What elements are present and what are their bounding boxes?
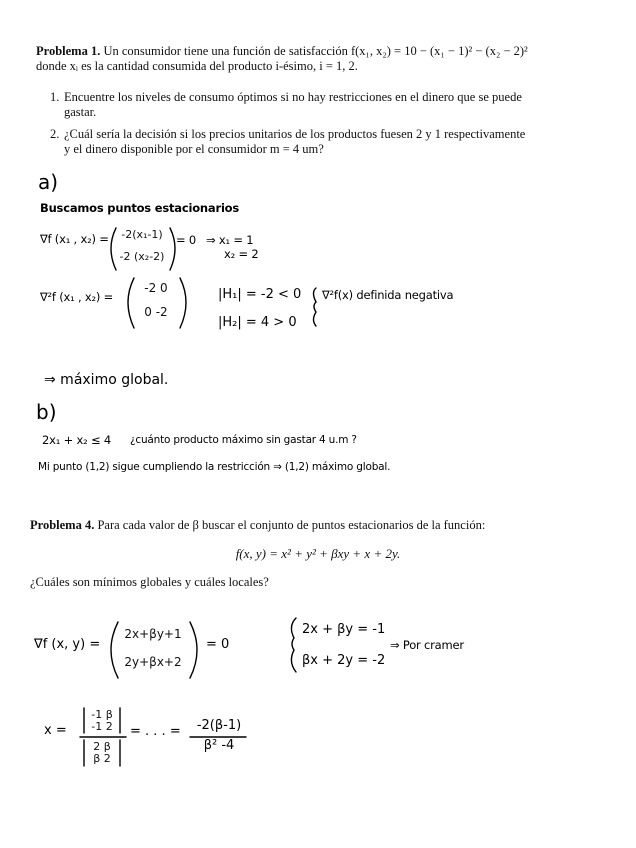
- budget-constraint: 2x₁ + x₂ ≤ 4: [42, 433, 111, 447]
- cramer-result-denominator: β² -4: [203, 738, 235, 753]
- gradient-vector-row-1: -2(x₁-1): [121, 228, 163, 241]
- problem-1-text-line1: Un consumidor tiene una función de satisfacción f(x₁, x₂) = 10 − (x₁ − 1)² − (x₂ − 2)²: [103, 44, 528, 58]
- system-row-1: 2x + βy = -1: [302, 622, 386, 637]
- cramer-denominator-row-2: β 2: [93, 752, 111, 765]
- system-note: ⇒ Por cramer: [390, 638, 464, 652]
- gradient-2-right-paren: [190, 622, 197, 678]
- gradient-2-row-1: 2x+βy+1: [124, 627, 182, 641]
- gradient-right-paren: [170, 228, 175, 270]
- list-item-number: 1.: [50, 90, 60, 104]
- part-a-label: a): [38, 170, 59, 194]
- hessian-lhs: ∇²f (x₁ , x₂) =: [40, 290, 114, 304]
- cramer-denominator-row-1: 2 β: [93, 740, 111, 753]
- problem-4-text: Para cada valor de β buscar el conjunto de puntos estacionarios de la función:: [97, 518, 486, 532]
- system-brace: [291, 618, 296, 672]
- gradient-equals-zero: = 0: [176, 233, 197, 247]
- cramer-numerator-row-1: -1 β: [91, 708, 113, 721]
- cramer-result-numerator: -2(β-1): [196, 718, 242, 733]
- gradient-2-equals-zero: = 0: [206, 637, 230, 652]
- minor-h1: |H₁| = -2 < 0: [218, 287, 302, 302]
- final-conclusion: Mi punto (1,2) sigue cumpliendo la restricción ⇒ (1,2) máximo global.: [38, 461, 391, 473]
- cramer-x-lhs: x =: [44, 723, 67, 738]
- problem-4-label: Problema 4.: [30, 518, 95, 532]
- gradient-vector-row-2: -2 (x₂-2): [119, 250, 165, 263]
- hessian-conclusion: ∇²f(x) definida negativa: [322, 288, 454, 302]
- hessian-right-paren: [180, 278, 186, 328]
- global-max-conclusion: ⇒ máximo global.: [44, 372, 169, 388]
- problem-4-equation: f(x, y) = x² + y² + βxy + x + 2y.: [235, 546, 401, 561]
- list-item-line: y el dinero disponible por el consumidor m = 4 um?: [64, 141, 324, 156]
- gradient-2-left-paren: [111, 622, 118, 678]
- budget-question: ¿cuánto producto máximo sin gastar 4 u.m ?: [130, 434, 357, 446]
- cramer-numerator-row-2: -1 2: [91, 720, 113, 733]
- gradient-2-lhs: ∇f (x, y) =: [34, 637, 101, 652]
- minor-h2: |H₂| = 4 > 0: [218, 315, 297, 330]
- list-item-line: Encuentre los niveles de consumo óptimos si no hay restricciones en el dinero que se puede: [64, 90, 522, 104]
- conclusion-brace: [314, 288, 317, 326]
- gradient-lhs: ∇f (x₁ , x₂) =: [40, 232, 109, 246]
- gradient-2-row-2: 2y+βx+2: [124, 655, 182, 669]
- problem-1-label: Problema 1.: [36, 44, 101, 58]
- hessian-row-2: 0 -2: [144, 305, 168, 319]
- solution-x1: ⇒ x₁ = 1: [206, 233, 254, 247]
- system-row-2: βx + 2y = -2: [302, 653, 386, 668]
- hessian-row-1: -2 0: [144, 281, 168, 295]
- cramer-dots: = . . . =: [130, 724, 181, 739]
- part-b-label: b): [36, 400, 57, 424]
- handwritten-heading: Buscamos puntos estacionarios: [40, 201, 240, 215]
- list-item-line: ¿Cuál sería la decisión si los precios unitarios de los productos fuesen 2 y 1 respectivamente: [64, 127, 526, 141]
- solution-x2: x₂ = 2: [224, 247, 259, 261]
- hessian-left-paren: [128, 278, 134, 328]
- list-item-line: gastar.: [64, 104, 97, 119]
- list-item-number: 2.: [50, 127, 60, 141]
- problem-1-text-line2: donde xᵢ es la cantidad consumida del producto i-ésimo, i = 1, 2.: [36, 59, 358, 73]
- problem-4-question: ¿Cuáles son mínimos globales y cuáles locales?: [30, 575, 269, 589]
- gradient-left-paren: [111, 228, 116, 270]
